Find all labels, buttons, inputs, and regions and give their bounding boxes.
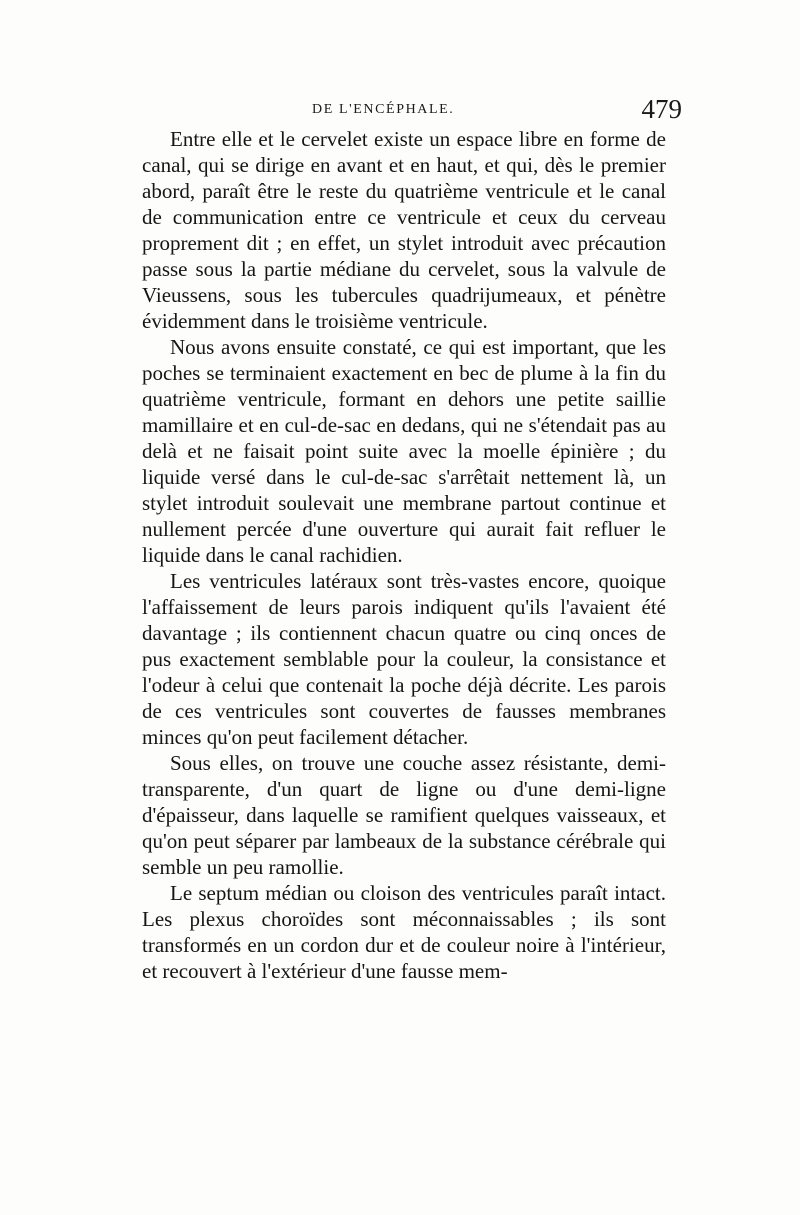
paragraph-3: Les ventricules latéraux sont très-vastes encore, quoique l'affaissement de leurs parois indiquent qu'ils l'avaient été davantage ; ils contiennent chacun quatre ou cinq onces de pus exactement semblable pour la couleur, la consistance et l'odeur à celui que contenait la poche déjà décrite. Les parois de ces ventricules sont couvertes de fausses membranes minces qu'on peut facilement détacher. xyxy=(142,569,666,749)
running-head xyxy=(142,96,682,126)
paragraph-1: Entre elle et le cervelet existe un espace libre en forme de canal, qui se dirige en avant et en haut, et qui, dès le premier abord, paraît être le reste du quatrième ventricule et le canal de communication entre ce ventricule et ceux du cerveau proprement dit ; en effet, un stylet introduit avec précaution passe sous la partie médiane du cervelet, sous la valvule de Vieussens, sous les tubercules quadrijumeaux, et pénètre évidemment dans le troisième ventricule. xyxy=(142,127,666,333)
running-head-title: DE L'ENCÉPHALE. xyxy=(312,102,455,117)
paragraph-2: Nous avons ensuite constaté, ce qui est important, que les poches se terminaient exactement en bec de plume à la fin du quatrième ventricule, formant en dehors une petite saillie mamillaire et en cul-de-sac en dedans, qui ne s'étendait pas au delà et ne faisait point suite avec la moelle épinière ; du liquide versé dans le cul-de-sac s'arrêtait nettement là, un stylet introduit soulevait une membrane partout continue et nullement percée d'une ouverture qui aurait fait refluer le liquide dans le canal rachidien. xyxy=(142,335,666,567)
paragraph-4: Sous elles, on trouve une couche assez résistante, demi-transparente, d'un quart de ligne ou d'une demi-ligne d'épaisseur, dans laquelle se ramifient quelques vaisseaux, et qu'on peut séparer par lambeaux de la substance cérébrale qui semble un peu ramollie. xyxy=(142,751,666,879)
paragraph-5: Le septum médian ou cloison des ventricules paraît intact. Les plexus choroïdes sont méconnaissables ; ils sont transformés en un cordon dur et de couleur noire à l'intérieur, et recouvert à l'extérieur d'une fausse mem- xyxy=(142,881,666,983)
body-text xyxy=(142,126,666,984)
page-number: 479 xyxy=(641,94,682,124)
